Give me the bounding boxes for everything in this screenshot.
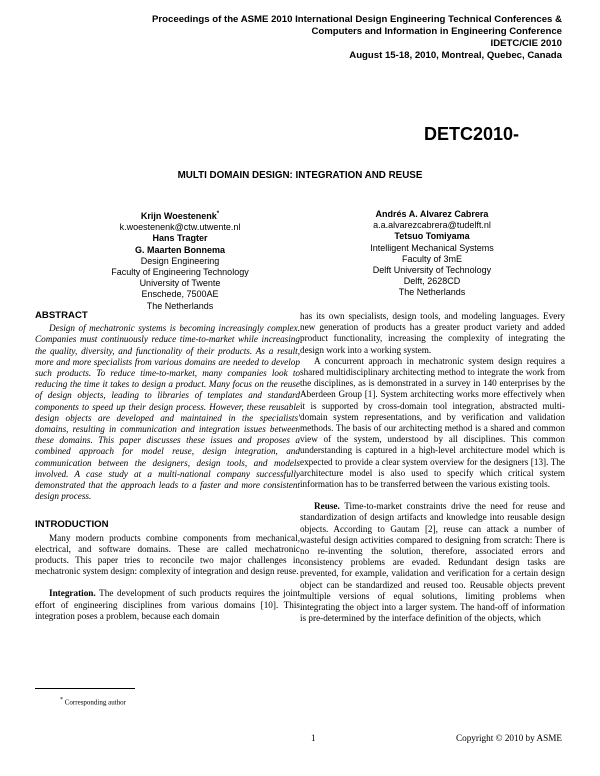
header-line: Computers and Information in Engineering Conference bbox=[311, 26, 562, 37]
author-email: a.a.alvarezcabrera@tudelft.nl bbox=[373, 220, 491, 231]
affiliation-line: University of Twente bbox=[139, 278, 221, 289]
affiliation-line: Intelligent Mechanical Systems bbox=[370, 242, 494, 253]
left-column bbox=[35, 310, 300, 622]
body-paragraph: has its own specialists, design tools, and modeling languages. Every new generation of products has a greater product variety and added product functionality, increasing the complexity of integrating the design work into a working system. bbox=[300, 311, 565, 355]
footnote: * Corresponding author bbox=[60, 697, 126, 707]
conference-header bbox=[102, 14, 562, 62]
header-line: IDETC/CIE 2010 bbox=[490, 38, 562, 49]
paper-number: DETC2010- bbox=[423, 124, 519, 144]
footnote-divider bbox=[35, 688, 135, 689]
author-name: Andrés A. Alvarez Cabrera bbox=[375, 209, 489, 219]
header-line: August 15-18, 2010, Montreal, Quebec, Canada bbox=[349, 50, 562, 61]
body-paragraph: A concurrent approach in mechatronic system design requires a shared multidisciplinary architecting method to integrate the work from the disciplines, as is demonstrated in a survey in 140 enterprises by the Aberdeen Group [1]. System architecting works more effectively when it is supported by cross-domain tool integration, abstracted multi-domain system representations, and by verification and validation methods. The basis of our architecting method is a shared and common view of the system, understood by all disciplines. This common understanding is captured in a high-level architecture model which is expected to provide a clear system overview for the designers [13]. The architecture model is also used to specify which critical system information has to be transferred between the various existing tools. bbox=[300, 355, 565, 490]
footnote-mark: * bbox=[60, 697, 63, 703]
page-number: 1 bbox=[311, 733, 316, 743]
author-name: Tetsuo Tomiyama bbox=[394, 231, 470, 242]
affiliation-line: Faculty of Engineering Technology bbox=[111, 267, 249, 278]
reuse-label: Reuse. bbox=[314, 501, 340, 512]
author-email: k.woestenenk@ctw.utwente.nl bbox=[119, 222, 241, 233]
integration-paragraph: Integration. The development of such products requires the joint effort of engineering disciplines from various domains [10]. This integration poses a problem, because each domain bbox=[35, 588, 300, 621]
right-column bbox=[300, 311, 565, 624]
introduction-heading: INTRODUCTION bbox=[35, 519, 109, 531]
introduction-paragraph: Many modern products combine components from mechanical, electrical, and software domains. These are called mechatronic products. This paper tries to reconcile two major challenges in mechatronic system design: complexity of integration and design reuse. bbox=[35, 532, 300, 577]
integration-label: Integration. bbox=[49, 588, 96, 599]
abstract-heading: ABSTRACT bbox=[35, 310, 88, 321]
affiliation-line: The Netherlands bbox=[146, 300, 214, 311]
affiliation-line: Delft, 2628CD bbox=[403, 276, 461, 287]
author-name: G. Maarten Bonnema bbox=[134, 244, 226, 255]
paper-title: MULTI DOMAIN DESIGN: INTEGRATION AND REUSE bbox=[177, 170, 423, 181]
affiliation-line: Faculty of 3mE bbox=[401, 253, 463, 264]
copyright-notice: Copyright © 2010 by ASME bbox=[455, 733, 562, 743]
affiliation-line: Delft University of Technology bbox=[372, 265, 492, 276]
affiliation-line: The Netherlands bbox=[398, 287, 466, 298]
header-line: Proceedings of the ASME 2010 International Design Engineering Technical Conferences & bbox=[152, 14, 562, 25]
reuse-paragraph: Reuse. Time-to-market constraints drive the need for reuse and standardization of design artifacts and knowledge into reusable design objects. According to Gautam [2], reuse can attack a number of wasteful design activities compared to designing from scratch: There is no re-inventing the solution, therefore, associated errors and consistency problems are evaded. Redundant design tasks are prevented, for example, validation and verification for a certain design object can be standardized and reused too. Reusable objects prevent multiple versions of equal solutions, limiting problems when integrating the object into a larger system. The hand-off of information is pre-determined by the interface definition of the objects, which bbox=[300, 501, 565, 624]
affiliation-line: Design Engineering bbox=[140, 255, 220, 266]
author-block-right bbox=[312, 209, 552, 299]
author-name: Hans Tragter bbox=[152, 233, 208, 244]
corresponding-mark: * bbox=[216, 211, 220, 217]
affiliation-line: Enschede, 7500AE bbox=[141, 289, 219, 300]
author-name: Krijn Woestenenk* bbox=[140, 211, 220, 221]
abstract-text: Design of mechatronic systems is becoming increasingly complex. Companies must continuously reduce time-to-market while increasing the quality, diversity, and functionality of their products. As a result, more and more specialists from various domains are needed to develop such products. To reduce time-to-market, many companies look to reducing the time it takes to design a product. Many focus on the reuse of design objects, leading to libraries of templates and standard components to speed up their design process. However, these reusable design objects are developed and maintained in the specialists' domains, resulting in communication and integration issues between these domains. This paper discusses these issues and proposes a combined approach for model reuse, design integration, and communication between the designers, design tools, and models involved. A case study at a multi-national company successfully demonstrated that the approach leads to a faster and more consistent design process. bbox=[35, 323, 300, 502]
author-block-left bbox=[60, 209, 300, 312]
